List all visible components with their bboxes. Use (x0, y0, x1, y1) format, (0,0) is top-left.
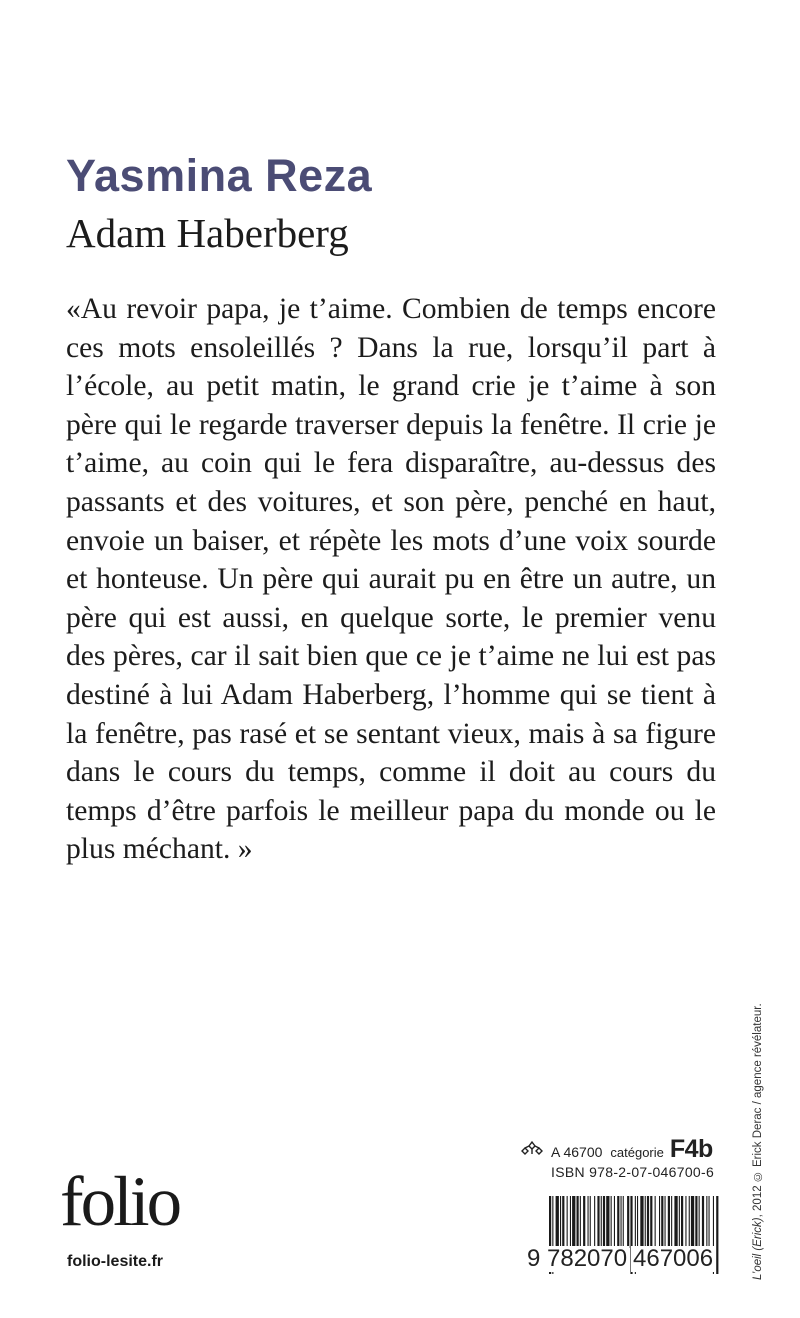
category-label: catégorie (610, 1145, 664, 1160)
barcode-bar (671, 1196, 672, 1248)
barcode-bar (570, 1196, 571, 1248)
publisher-logo: folio (60, 1163, 180, 1241)
barcode-bar (647, 1196, 649, 1248)
isbn: ISBN 978-2-07-046700-6 (551, 1164, 715, 1180)
barcode-bar (691, 1196, 694, 1248)
barcode-bar (661, 1196, 663, 1248)
barcode-bar (560, 1196, 561, 1248)
barcode-bar (580, 1196, 581, 1248)
photo-credit (752, 978, 772, 1280)
barcode-bar (659, 1196, 660, 1248)
barcode-left-group: 782070 (547, 1245, 628, 1272)
barcode-bar (699, 1196, 700, 1248)
barcode-bar (665, 1196, 666, 1248)
barcode-bar (668, 1196, 670, 1248)
barcode-bar (674, 1196, 677, 1248)
barcode-bar (637, 1196, 638, 1248)
barcode-bar (621, 1196, 622, 1248)
author-name: Yasmina Reza (66, 150, 373, 201)
barcode-bar (685, 1196, 686, 1248)
barcode-bar (577, 1196, 579, 1248)
barcode-bar (562, 1196, 564, 1248)
barcode-right-group: 467006 (633, 1245, 714, 1272)
folio-emblem-icon (521, 1140, 543, 1156)
barcode-bar (702, 1196, 704, 1248)
barcode-bar (623, 1196, 624, 1248)
back-cover-blurb: «Au revoir papa, je t’aime. Combien de temps encore ces mots ensoleillés ? Dans la rue, lorsqu’il part à l’école, au petit matin, le grand crie je t’aime à son père qui le regarde traverser depuis la fenêtre. Il crie je t’aime, au coin qui le fera disparaître, au-dessus des passants et des voitures, et son père, penché en haut, envoie un baiser, et répète les mots d’une voix sourde et honteuse. Un père qui aurait pu en être un autre, un père qui est aussi, en quelque sorte, le premier venu des pères, car il sait bien que ce je t’aime ne lui est pas destiné à lui Adam Haberberg, l’homme qui se tient à la fenêtre, pas rasé et se sentant vieux, mais à sa figure dans le cours du temps, comme il doit au cours du temps d’être parfois le meilleur papa du monde ou le plus méchant. » (66, 293, 716, 866)
publisher-website: folio-lesite.fr (67, 1253, 164, 1270)
catalog-reference: A 46700 (551, 1144, 603, 1160)
barcode-bar (679, 1196, 680, 1248)
barcode-bar (611, 1196, 612, 1248)
barcode-bar (706, 1196, 707, 1248)
barcode-bar (597, 1196, 599, 1248)
barcode-bar (681, 1196, 683, 1248)
barcode-bar (709, 1196, 710, 1248)
barcode-bar (588, 1196, 589, 1248)
barcode-bar (627, 1196, 629, 1248)
barcode-bar (594, 1196, 595, 1248)
barcode-bar (603, 1196, 605, 1248)
barcode-bar (590, 1196, 591, 1248)
barcode-bar (572, 1196, 575, 1248)
barcode-bar (617, 1196, 619, 1248)
barcode-bar (655, 1196, 656, 1248)
catalog-codes (521, 1135, 721, 1180)
category-value: F4b (669, 1135, 713, 1163)
barcode-bar (556, 1196, 559, 1248)
barcode-bar (640, 1196, 643, 1248)
photo-credit-rest: , 2012 © Erick Derac / agence révélateur. (752, 1003, 764, 1218)
barcode-bar (614, 1196, 615, 1248)
barcode-bar (695, 1196, 697, 1248)
book-title: Adam Haberberg (66, 210, 349, 256)
barcode-bar (583, 1196, 585, 1248)
catalog-row (521, 1135, 721, 1161)
photo-credit-work: L’oeil (Erick) (752, 1217, 764, 1280)
barcode-bar (650, 1196, 652, 1248)
barcode-bar (689, 1196, 690, 1248)
barcode-bar (606, 1196, 609, 1248)
barcode-bar (645, 1196, 646, 1248)
barcode-bar (601, 1196, 602, 1248)
barcode-bar (716, 1196, 718, 1274)
barcode-first-digit: 9 (527, 1245, 541, 1272)
barcode-bar (567, 1196, 568, 1248)
